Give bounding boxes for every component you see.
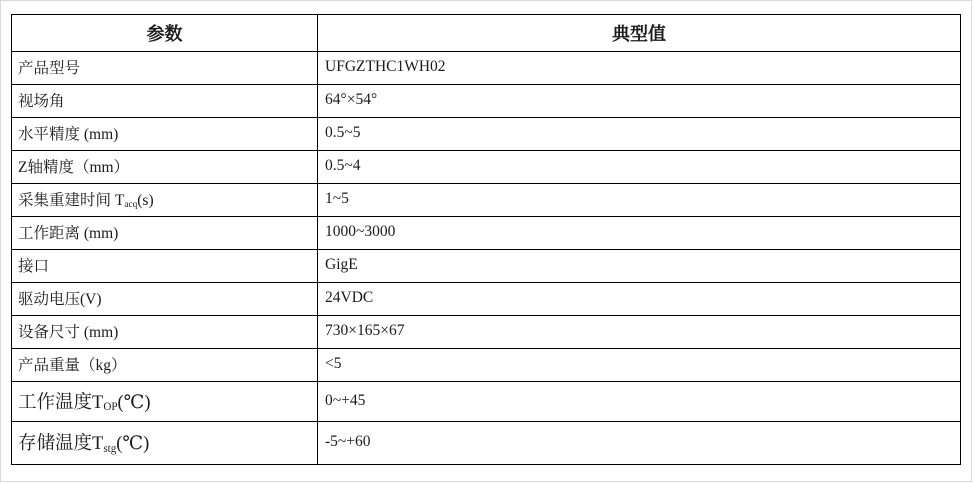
spec-table-header (12, 15, 961, 52)
param-subscript: acq (124, 200, 138, 211)
param-text: Z轴精度（mm） (18, 159, 130, 176)
param-cell (12, 52, 318, 85)
table-row (12, 316, 961, 349)
param-text: 产品重量（kg） (18, 357, 127, 374)
value-cell: 0.5~4 (318, 151, 961, 184)
param-cell (12, 316, 318, 349)
param-cell (12, 382, 318, 422)
value-cell: UFGZTHC1WH02 (318, 52, 961, 85)
table-row (12, 151, 961, 184)
param-cell (12, 250, 318, 283)
table-row (12, 118, 961, 151)
param-text: 存储温度T (18, 434, 104, 454)
param-text: 工作距离 (mm) (18, 225, 119, 242)
param-cell (12, 422, 318, 465)
value-cell: 730×165×67 (318, 316, 961, 349)
value-cell: 1000~3000 (318, 217, 961, 250)
param-column-header: 参数 (12, 15, 318, 52)
param-text: 接口 (18, 258, 50, 275)
param-text: 工作温度T (18, 392, 104, 413)
value-cell: 64°×54° (318, 85, 961, 118)
table-row (12, 85, 961, 118)
param-text: (℃) (117, 392, 151, 413)
table-row (12, 283, 961, 316)
param-subscript: OP (103, 401, 118, 414)
param-cell (12, 151, 318, 184)
table-row (12, 349, 961, 382)
spec-table (11, 14, 961, 465)
table-row (12, 52, 961, 85)
table-row (12, 382, 961, 422)
param-cell (12, 349, 318, 382)
value-cell: 0~+45 (318, 382, 961, 422)
value-cell: GigE (318, 250, 961, 283)
param-text: (℃) (116, 434, 150, 454)
value-cell: 1~5 (318, 184, 961, 217)
table-row (12, 217, 961, 250)
value-cell: 24VDC (318, 283, 961, 316)
param-cell (12, 217, 318, 250)
value-column-header: 典型值 (318, 15, 961, 52)
param-text: 设备尺寸 (mm) (18, 324, 119, 341)
table-row (12, 184, 961, 217)
spec-table-body (12, 52, 961, 465)
value-cell: -5~+60 (318, 422, 961, 465)
param-text: 采集重建时间 T (18, 192, 125, 209)
param-text: (s) (137, 192, 154, 209)
table-row (12, 250, 961, 283)
table-row (12, 422, 961, 465)
param-text: 产品型号 (18, 60, 81, 77)
param-text: 水平精度 (mm) (18, 126, 119, 143)
param-cell (12, 184, 318, 217)
header-row (12, 15, 961, 52)
param-text: 驱动电压(V) (18, 291, 102, 308)
param-cell (12, 118, 318, 151)
param-subscript: stg (103, 442, 117, 455)
param-cell (12, 283, 318, 316)
value-cell: 0.5~5 (318, 118, 961, 151)
param-text: 视场角 (18, 93, 65, 110)
param-cell (12, 85, 318, 118)
value-cell: <5 (318, 349, 961, 382)
